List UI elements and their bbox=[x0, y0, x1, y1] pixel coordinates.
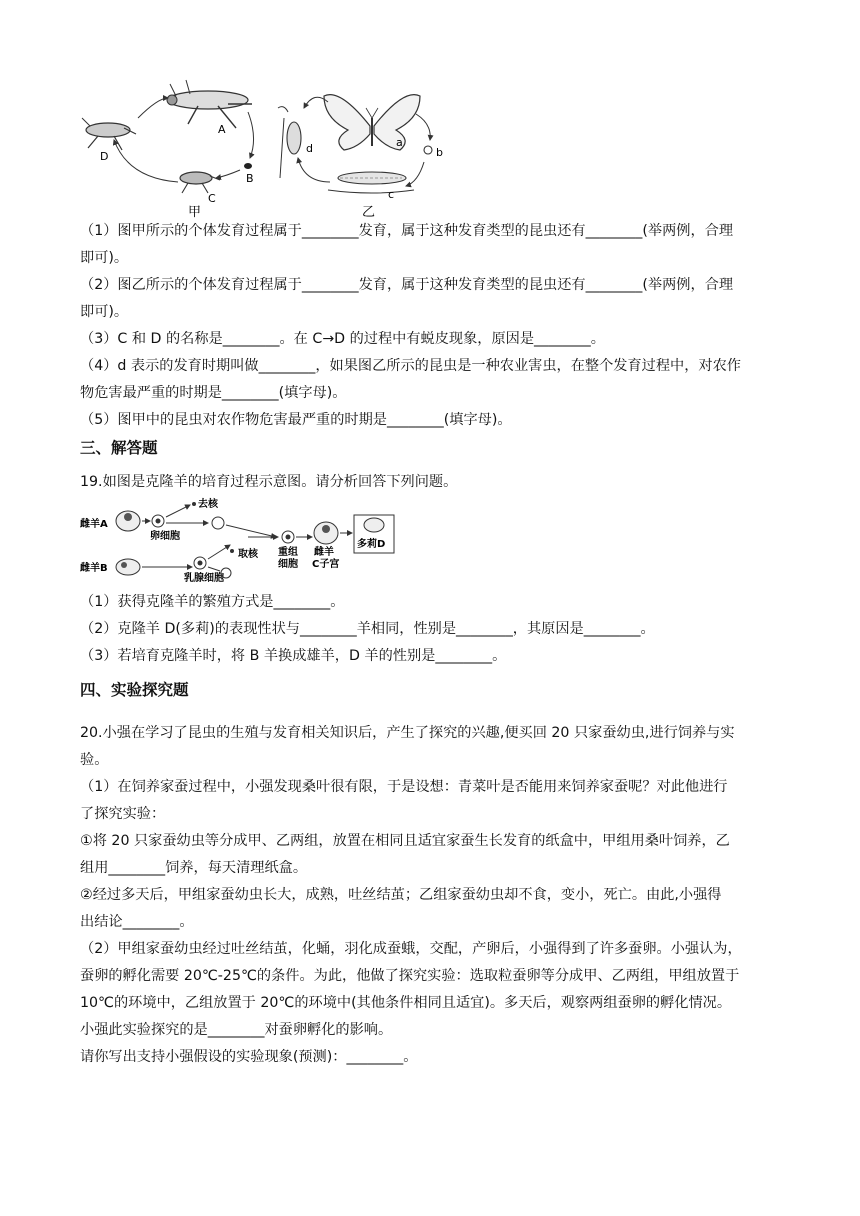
label-egg-cell: 卵细胞 bbox=[150, 531, 180, 542]
surrogate-sheep-c-icon bbox=[314, 522, 338, 544]
label-b: b bbox=[436, 146, 443, 159]
label-a: a bbox=[396, 136, 403, 149]
pupa-icon bbox=[278, 107, 301, 178]
q20-stem-line1: 20.小强在学习了昆虫的生殖与发育相关知识后，产生了探究的兴趣,便买回 20 只家蚕幼虫,进行饲养与实 bbox=[80, 725, 735, 741]
q20-part2-line4: 小强此实验探究的是________对蚕卵孵化的影响。 bbox=[80, 1022, 393, 1038]
q20-part1-line2: 了探究实验： bbox=[80, 806, 166, 822]
q19-part2: （2）克隆羊 D(多莉)的表现性状与________羊相同，性别是________，其原因是________。 bbox=[80, 621, 655, 637]
clone-sheep-figure bbox=[80, 497, 400, 585]
q20-part2-line2: 蚕卵的孵化需要 20℃-25℃的条件。为此，他做了探究实验：选取粒蚕卵等分成甲、乙两组，甲组放置于 bbox=[80, 968, 740, 984]
grasshopper-nymph-small-icon bbox=[180, 172, 220, 193]
label-d: d bbox=[306, 142, 313, 155]
label-take-nucleus: 取核 bbox=[238, 549, 258, 560]
label-uterus-1: 雌羊 bbox=[314, 547, 334, 558]
butterfly-adult-icon bbox=[324, 95, 420, 150]
q19-part1: （1）获得克隆羊的繁殖方式是________。 bbox=[80, 594, 345, 610]
label-D: D bbox=[100, 150, 109, 163]
sheep-a-icon bbox=[116, 511, 140, 531]
q20-stem-line2: 验。 bbox=[80, 752, 109, 768]
label-c: c bbox=[388, 188, 395, 201]
q18-part1-line2: 即可)。 bbox=[80, 250, 129, 266]
larva-icon bbox=[328, 172, 414, 193]
insect-life-cycle-figure bbox=[78, 78, 458, 220]
q18-part2-line1: （2）图乙所示的个体发育过程属于________发育，属于这种发育类型的昆虫还有________(举两例，合理 bbox=[80, 277, 734, 293]
q20-part2-line5: 请你写出支持小强假设的实验现象(预测)：________。 bbox=[80, 1049, 418, 1065]
label-B: B bbox=[246, 172, 254, 185]
q20-part2-line1: （2）甲组家蚕幼虫经过吐丝结茧，化蛹，羽化成蚕蛾，交配，产卵后，小强得到了许多蚕卵。小强认为， bbox=[80, 941, 742, 957]
q20-step2-line1: ②经过多天后，甲组家蚕幼虫长大，成熟，吐丝结茧；乙组家蚕幼虫却不食，变小，死亡。由此,小强得 bbox=[80, 887, 722, 903]
grasshopper-adult-icon bbox=[167, 80, 252, 128]
egg-icon bbox=[244, 163, 252, 169]
q20-part1-line1: （1）在饲养家蚕过程中，小强发现桑叶很有限，于是设想：青菜叶是否能用来饲养家蚕呢？对此他进行 bbox=[80, 779, 728, 795]
q18-part3: （3）C 和 D 的名称是________。在 C→D 的过程中有蜕皮现象，原因是________。 bbox=[80, 331, 605, 347]
label-recombinant-1: 重组 bbox=[278, 547, 298, 558]
q18-part5: （5）图甲中的昆虫对农作物危害最严重的时期是________(填字母)。 bbox=[80, 412, 512, 428]
q18-part4-line1: （4）d 表示的发育时期叫做________，如果图乙所示的昆虫是一种农业害虫，在整个发育过程中，对农作 bbox=[80, 358, 741, 374]
label-uterus-2: C子宫 bbox=[312, 559, 340, 570]
label-sheep-a: 雌羊A bbox=[80, 519, 108, 530]
label-C: C bbox=[208, 192, 216, 205]
section-3-heading: 三、解答题 bbox=[80, 439, 158, 457]
q20-step1-line2: 组用________饲养，每天清理纸盒。 bbox=[80, 860, 308, 876]
q18-part4-line2: 物危害最严重的时期是________(填字母)。 bbox=[80, 385, 347, 401]
grasshopper-nymph-large-icon bbox=[82, 118, 136, 150]
q19-stem: 19.如图是克隆羊的培育过程示意图。请分析回答下列问题。 bbox=[80, 474, 458, 490]
label-A: A bbox=[218, 123, 226, 136]
q20-step2-line2: 出结论________。 bbox=[80, 914, 194, 930]
label-recombinant-2: 细胞 bbox=[278, 559, 298, 570]
label-mammary-cell: 乳腺细胞 bbox=[184, 573, 224, 584]
q20-step1-line1: ①将 20 只家蚕幼虫等分成甲、乙两组，放置在相同且适宜家蚕生长发育的纸盒中，甲组用桑叶饲养，乙 bbox=[80, 833, 730, 849]
sheep-b-icon bbox=[116, 559, 140, 575]
enucleated-egg-icon bbox=[212, 517, 224, 529]
label-sheep-b: 雌羊B bbox=[80, 563, 108, 574]
label-jia: 甲 bbox=[188, 205, 202, 220]
q20-part2-line3: 10℃的环境中，乙组放置于 20℃的环境中(其他条件相同且适宜)。多天后，观察两组蚕卵的孵化情况。 bbox=[80, 995, 732, 1011]
label-yi: 乙 bbox=[362, 205, 376, 220]
q18-part2-line2: 即可)。 bbox=[80, 304, 129, 320]
section-4-heading: 四、实验探究题 bbox=[80, 681, 189, 699]
q19-part3: （3）若培育克隆羊时，将 B 羊换成雄羊，D 羊的性别是________。 bbox=[80, 648, 507, 664]
label-dolly: 多莉D bbox=[357, 539, 386, 550]
q18-part1-line1: （1）图甲所示的个体发育过程属于________发育，属于这种发育类型的昆虫还有________(举两例，合理 bbox=[80, 223, 734, 239]
butterfly-egg-icon bbox=[424, 146, 432, 154]
label-remove-nucleus: 去核 bbox=[198, 499, 218, 510]
